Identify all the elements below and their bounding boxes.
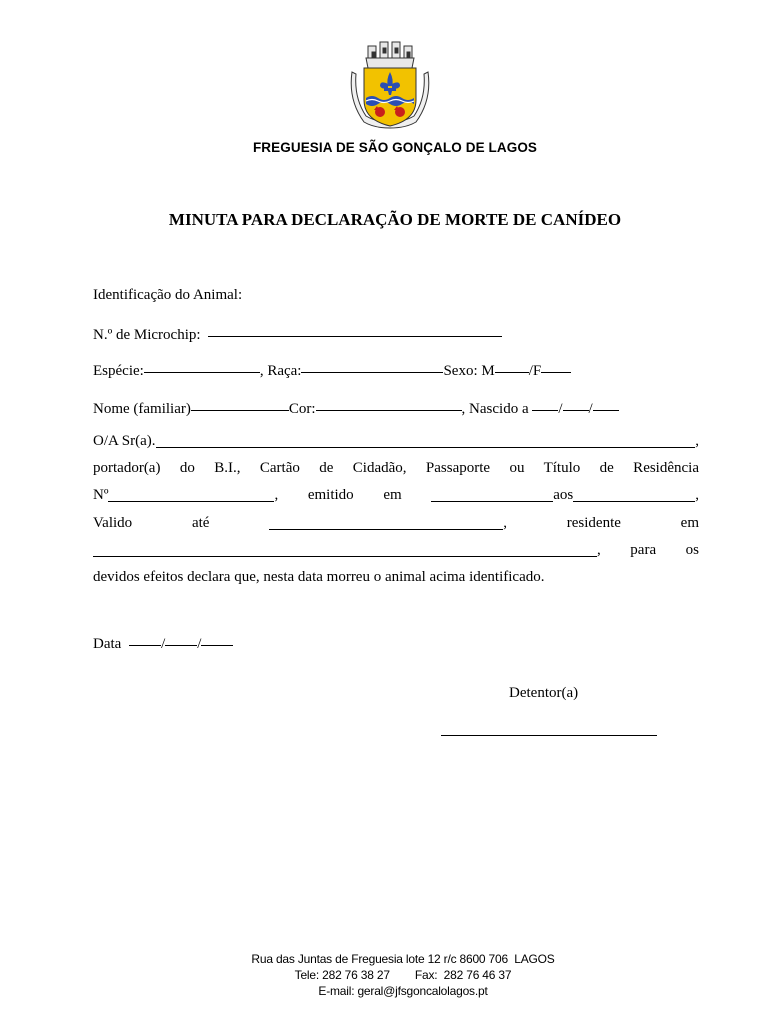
sex-f-field[interactable] [541, 358, 571, 373]
name-field[interactable] [191, 396, 289, 411]
date-row [93, 631, 233, 653]
organization-name: FREGUESIA DE SÃO GONÇALO DE LAGOS [252, 140, 538, 155]
date-separator: / [197, 636, 202, 652]
microchip-row [93, 322, 502, 344]
the-label: os [685, 542, 699, 558]
issued-label: emitido [307, 487, 354, 503]
sex-f-label: /F [528, 363, 542, 379]
valid-label: Valido [93, 515, 133, 531]
date-separator: / [588, 401, 593, 417]
comma: , [695, 433, 699, 449]
born-label: , Nascido a [461, 401, 529, 417]
born-day-field[interactable] [532, 396, 558, 411]
holder-text: portador(a) do B.I., Cartão de Cidadão, Passaporte ou Título de Residência [93, 460, 699, 476]
born-year-field[interactable] [593, 396, 619, 411]
comma: , [597, 542, 601, 558]
date-separator: / [558, 401, 563, 417]
document-title: MINUTA PARA DECLARAÇÃO DE MORTE DE CANÍDEO [168, 210, 622, 229]
comma: , [274, 487, 279, 503]
for-label: para [630, 542, 657, 558]
animal-section-heading: Identificação do Animal: [93, 287, 243, 303]
born-month-field[interactable] [563, 396, 589, 411]
date-year-field[interactable] [201, 631, 233, 646]
id-row [93, 486, 699, 504]
comma: , [503, 515, 507, 531]
name-label: Nome (familiar) [93, 401, 191, 417]
resident-label: residente [566, 515, 621, 531]
issued-in-label: em [383, 487, 402, 503]
color-field[interactable] [316, 396, 462, 411]
sex-m-field[interactable] [495, 358, 529, 373]
footer-address: Rua das Juntas de Freguesia lote 12 r/c 8600 706 LAGOS [251, 952, 555, 966]
owner-name-row [93, 432, 699, 450]
address-field[interactable] [93, 542, 597, 557]
issued-place-field[interactable] [431, 487, 553, 502]
microchip-field[interactable] [208, 322, 502, 337]
species-row [93, 358, 571, 380]
signature-label: Detentor(a) [509, 685, 579, 701]
validity-row [93, 514, 699, 532]
comma: , [695, 487, 700, 503]
microchip-label: N.º de Microchip: [93, 327, 201, 343]
date-month-field[interactable] [165, 631, 197, 646]
sex-label: Sexo: M [443, 363, 495, 379]
date-day-field[interactable] [129, 631, 161, 646]
resident-in-label: em [680, 515, 699, 531]
signature-line[interactable] [441, 735, 657, 736]
species-label: Espécie: [93, 363, 144, 379]
breed-field[interactable] [301, 358, 443, 373]
name-row [93, 396, 619, 418]
breed-label: , Raça: [259, 363, 302, 379]
footer-email: E-mail: geral@jfsgoncalolagos.pt [318, 984, 488, 998]
declaration-text: devidos efeitos declara que, nesta data morreu o animal acima identificado. [93, 569, 545, 585]
color-label: Cor: [288, 401, 316, 417]
owner-label: O/A Sr(a). [93, 433, 156, 449]
issued-on-label: aos [553, 487, 574, 503]
issued-date-field[interactable] [573, 487, 695, 502]
until-label: até [191, 515, 210, 531]
id-number-field[interactable] [108, 487, 274, 502]
footer-contact [0, 951, 770, 999]
parish-coat-of-arms-icon [344, 40, 436, 132]
id-number-label: Nº [93, 487, 109, 503]
species-field[interactable] [144, 358, 260, 373]
date-separator: / [161, 636, 166, 652]
address-row [93, 541, 699, 559]
valid-until-field[interactable] [269, 515, 503, 530]
date-label: Data [93, 636, 122, 652]
owner-name-field[interactable] [156, 433, 696, 448]
footer-phone-fax: Tele: 282 76 38 27 Fax: 282 76 46 37 [294, 968, 512, 982]
